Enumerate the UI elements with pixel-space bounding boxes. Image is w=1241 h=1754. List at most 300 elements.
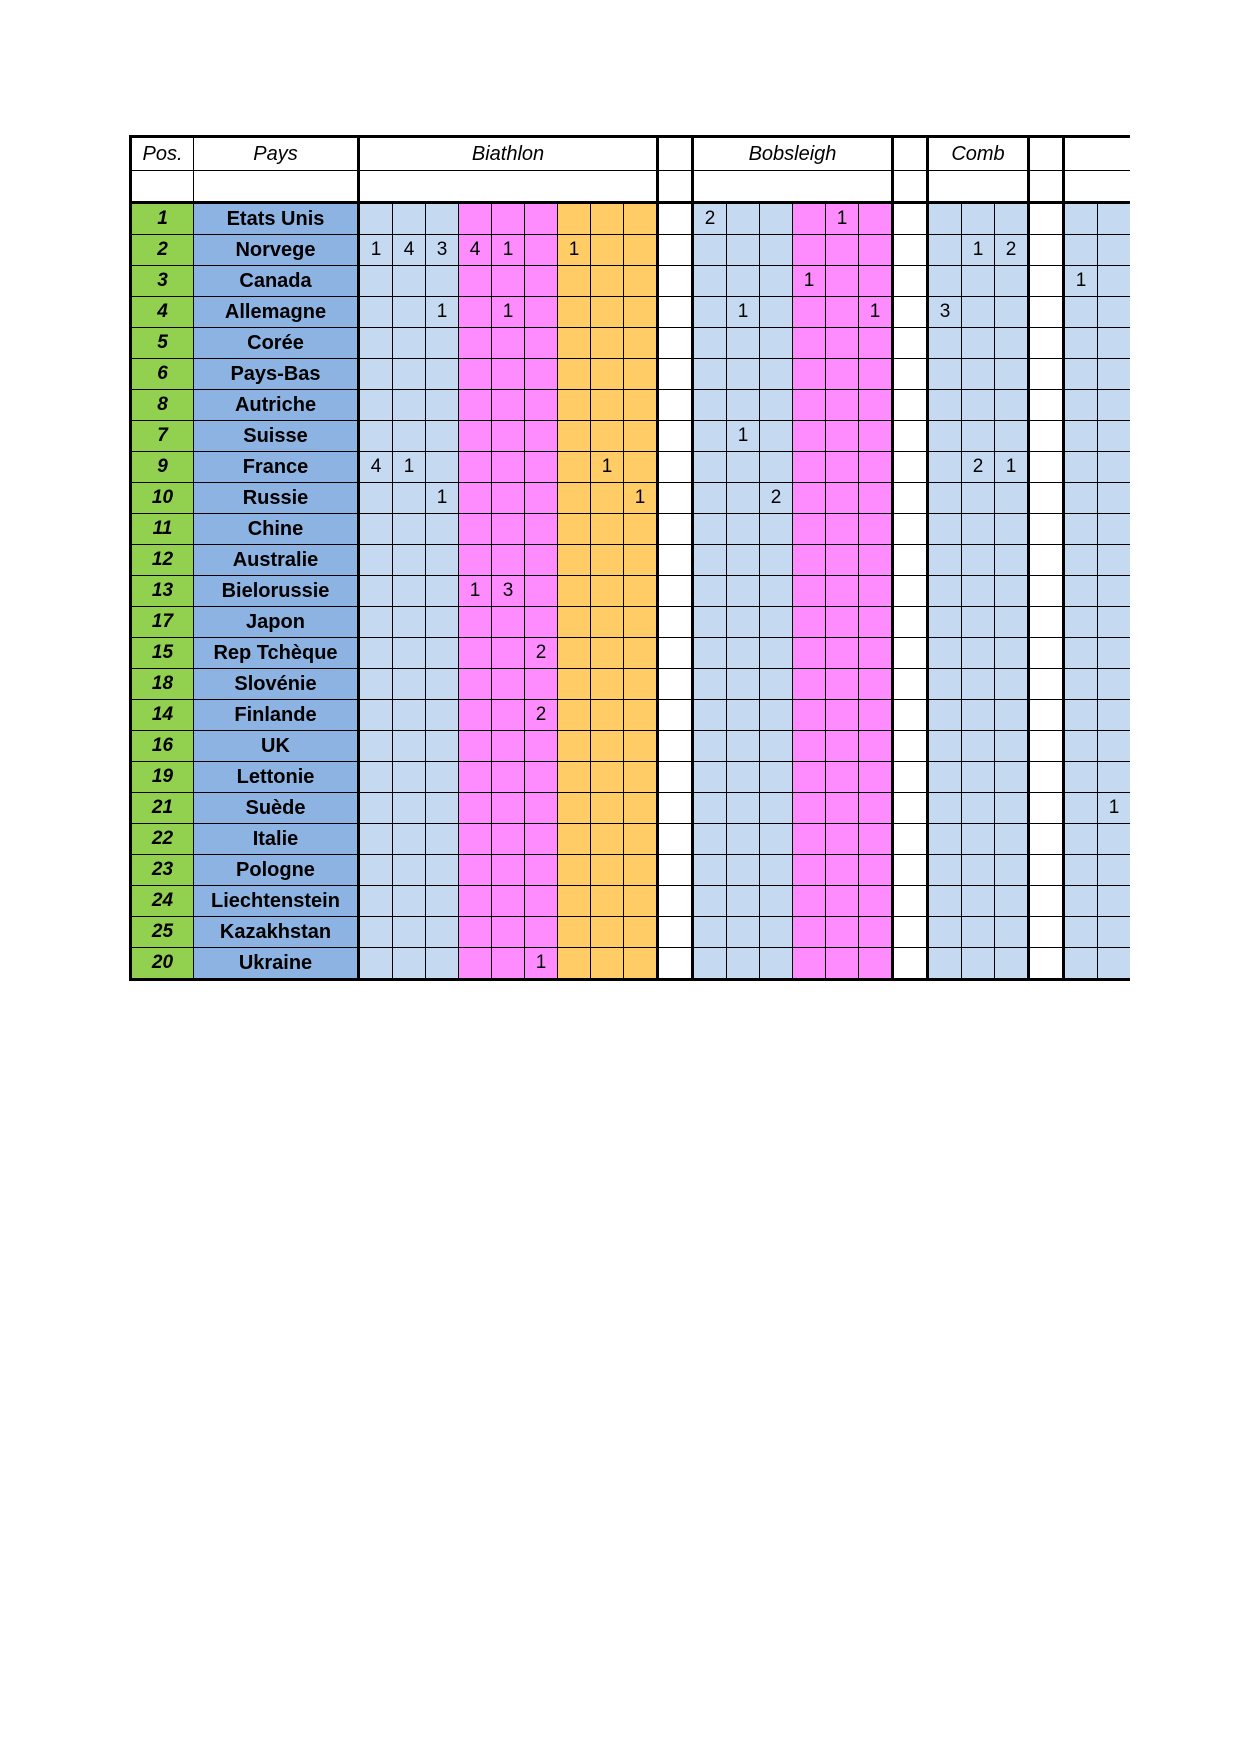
medal-cell[interactable]	[624, 638, 658, 669]
medal-cell[interactable]	[727, 669, 760, 700]
medal-cell[interactable]	[826, 421, 859, 452]
medal-cell[interactable]	[624, 390, 658, 421]
country-cell[interactable]: Japon	[194, 607, 359, 638]
medal-cell[interactable]: 1	[426, 297, 459, 328]
medal-cell[interactable]	[492, 390, 525, 421]
medal-cell[interactable]	[760, 762, 793, 793]
medal-cell[interactable]	[591, 917, 624, 948]
medal-cell[interactable]	[793, 886, 826, 917]
medal-cell[interactable]	[359, 607, 393, 638]
country-cell[interactable]: Autriche	[194, 390, 359, 421]
medal-cell[interactable]	[1098, 266, 1131, 297]
medal-cell[interactable]	[1029, 328, 1064, 359]
medal-cell[interactable]	[826, 669, 859, 700]
medal-cell[interactable]	[826, 917, 859, 948]
medal-cell[interactable]	[426, 203, 459, 235]
position-cell[interactable]: 24	[131, 886, 194, 917]
medal-cell[interactable]	[760, 235, 793, 266]
medal-cell[interactable]	[525, 917, 558, 948]
position-cell[interactable]: 10	[131, 483, 194, 514]
medal-cell[interactable]	[459, 390, 492, 421]
medal-cell[interactable]	[793, 452, 826, 483]
medal-cell[interactable]	[658, 235, 693, 266]
medal-cell[interactable]	[859, 762, 893, 793]
medal-cell[interactable]	[459, 297, 492, 328]
medal-cell[interactable]	[826, 328, 859, 359]
medal-cell[interactable]	[624, 235, 658, 266]
medal-cell[interactable]: 1	[859, 297, 893, 328]
medal-cell[interactable]	[793, 359, 826, 390]
medal-cell[interactable]	[995, 297, 1029, 328]
medal-cell[interactable]	[893, 452, 928, 483]
medal-cell[interactable]	[1029, 390, 1064, 421]
medal-cell[interactable]	[558, 700, 591, 731]
position-cell[interactable]: 25	[131, 917, 194, 948]
medal-cell[interactable]	[760, 266, 793, 297]
medal-cell[interactable]	[995, 514, 1029, 545]
medal-cell[interactable]	[995, 545, 1029, 576]
medal-cell[interactable]	[1029, 359, 1064, 390]
medal-cell[interactable]	[492, 700, 525, 731]
medal-cell[interactable]	[962, 359, 995, 390]
medal-cell[interactable]	[962, 607, 995, 638]
medal-cell[interactable]	[624, 917, 658, 948]
medal-cell[interactable]	[826, 390, 859, 421]
medal-cell[interactable]	[426, 576, 459, 607]
medal-cell[interactable]	[1064, 638, 1098, 669]
position-cell[interactable]: 18	[131, 669, 194, 700]
country-cell[interactable]: Finlande	[194, 700, 359, 731]
medal-cell[interactable]	[558, 855, 591, 886]
medal-cell[interactable]	[859, 452, 893, 483]
medal-cell[interactable]	[928, 886, 962, 917]
medal-cell[interactable]	[1098, 824, 1131, 855]
medal-cell[interactable]	[359, 514, 393, 545]
medal-cell[interactable]	[793, 669, 826, 700]
medal-cell[interactable]	[624, 514, 658, 545]
medal-cell[interactable]	[624, 855, 658, 886]
medal-cell[interactable]	[393, 824, 426, 855]
medal-cell[interactable]	[359, 203, 393, 235]
medal-cell[interactable]	[1098, 203, 1131, 235]
position-cell[interactable]: 3	[131, 266, 194, 297]
medal-cell[interactable]	[760, 700, 793, 731]
medal-cell[interactable]: 1	[624, 483, 658, 514]
medal-cell[interactable]	[1064, 762, 1098, 793]
medal-cell[interactable]	[1098, 328, 1131, 359]
medal-cell[interactable]	[1064, 886, 1098, 917]
medal-cell[interactable]	[893, 855, 928, 886]
medal-cell[interactable]	[426, 638, 459, 669]
medal-cell[interactable]	[893, 545, 928, 576]
country-cell[interactable]: Italie	[194, 824, 359, 855]
country-cell[interactable]: Rep Tchèque	[194, 638, 359, 669]
medal-cell[interactable]	[693, 359, 727, 390]
medal-cell[interactable]: 3	[426, 235, 459, 266]
medal-cell[interactable]	[459, 669, 492, 700]
medal-cell[interactable]	[727, 824, 760, 855]
medal-cell[interactable]	[1098, 948, 1131, 980]
medal-cell[interactable]	[426, 824, 459, 855]
medal-cell[interactable]	[826, 824, 859, 855]
medal-cell[interactable]	[826, 545, 859, 576]
medal-cell[interactable]	[459, 203, 492, 235]
position-cell[interactable]: 17	[131, 607, 194, 638]
medal-cell[interactable]	[393, 576, 426, 607]
medal-cell[interactable]	[826, 297, 859, 328]
medal-cell[interactable]	[1029, 855, 1064, 886]
medal-cell[interactable]	[962, 917, 995, 948]
medal-cell[interactable]	[426, 421, 459, 452]
medal-cell[interactable]	[693, 793, 727, 824]
medal-cell[interactable]	[995, 855, 1029, 886]
medal-cell[interactable]	[793, 917, 826, 948]
position-cell[interactable]: 1	[131, 203, 194, 235]
medal-cell[interactable]	[928, 638, 962, 669]
medal-cell[interactable]	[962, 390, 995, 421]
medal-cell[interactable]	[658, 638, 693, 669]
medal-cell[interactable]	[826, 700, 859, 731]
medal-cell[interactable]	[359, 483, 393, 514]
medal-cell[interactable]: 1	[826, 203, 859, 235]
medal-cell[interactable]	[1029, 545, 1064, 576]
medal-cell[interactable]	[558, 359, 591, 390]
medal-cell[interactable]	[624, 359, 658, 390]
medal-cell[interactable]	[459, 545, 492, 576]
medal-cell[interactable]	[928, 948, 962, 980]
medal-cell[interactable]	[793, 824, 826, 855]
medal-cell[interactable]	[459, 638, 492, 669]
medal-cell[interactable]	[1029, 731, 1064, 762]
medal-cell[interactable]	[727, 855, 760, 886]
medal-cell[interactable]	[525, 669, 558, 700]
medal-cell[interactable]	[492, 793, 525, 824]
medal-cell[interactable]	[591, 390, 624, 421]
medal-cell[interactable]	[727, 638, 760, 669]
medal-cell[interactable]	[492, 948, 525, 980]
medal-cell[interactable]	[962, 731, 995, 762]
medal-cell[interactable]	[793, 793, 826, 824]
medal-cell[interactable]	[558, 948, 591, 980]
medal-cell[interactable]	[459, 762, 492, 793]
medal-cell[interactable]	[1064, 203, 1098, 235]
medal-cell[interactable]	[693, 545, 727, 576]
medal-cell[interactable]	[760, 731, 793, 762]
medal-cell[interactable]	[459, 607, 492, 638]
medal-cell[interactable]	[995, 576, 1029, 607]
medal-cell[interactable]	[760, 390, 793, 421]
medal-cell[interactable]	[393, 948, 426, 980]
medal-cell[interactable]	[658, 359, 693, 390]
medal-cell[interactable]	[995, 731, 1029, 762]
medal-cell[interactable]	[893, 917, 928, 948]
medal-cell[interactable]	[962, 545, 995, 576]
medal-cell[interactable]	[1098, 886, 1131, 917]
country-cell[interactable]: Etats Unis	[194, 203, 359, 235]
medal-cell[interactable]	[558, 297, 591, 328]
medal-cell[interactable]	[693, 483, 727, 514]
medal-cell[interactable]	[1098, 731, 1131, 762]
medal-cell[interactable]	[995, 917, 1029, 948]
medal-cell[interactable]	[928, 359, 962, 390]
medal-cell[interactable]	[492, 669, 525, 700]
medal-cell[interactable]	[893, 824, 928, 855]
medal-cell[interactable]	[492, 359, 525, 390]
medal-cell[interactable]	[693, 731, 727, 762]
medal-cell[interactable]	[426, 669, 459, 700]
position-cell[interactable]: 6	[131, 359, 194, 390]
medal-cell[interactable]	[558, 266, 591, 297]
medal-cell[interactable]	[624, 297, 658, 328]
medal-cell[interactable]	[426, 948, 459, 980]
medal-cell[interactable]	[393, 669, 426, 700]
medal-cell[interactable]	[558, 545, 591, 576]
medal-cell[interactable]	[995, 793, 1029, 824]
medal-cell[interactable]	[658, 855, 693, 886]
medal-cell[interactable]	[826, 948, 859, 980]
medal-cell[interactable]: 2	[693, 203, 727, 235]
medal-cell[interactable]	[426, 514, 459, 545]
medal-cell[interactable]	[727, 700, 760, 731]
position-cell[interactable]: 21	[131, 793, 194, 824]
medal-cell[interactable]	[558, 917, 591, 948]
medal-cell[interactable]	[760, 359, 793, 390]
medal-cell[interactable]	[492, 762, 525, 793]
medal-cell[interactable]	[426, 452, 459, 483]
country-cell[interactable]: Norvege	[194, 235, 359, 266]
medal-cell[interactable]: 1	[459, 576, 492, 607]
medal-cell[interactable]	[693, 948, 727, 980]
medal-cell[interactable]	[658, 824, 693, 855]
medal-cell[interactable]	[624, 948, 658, 980]
medal-cell[interactable]	[962, 576, 995, 607]
medal-cell[interactable]	[658, 483, 693, 514]
medal-cell[interactable]	[426, 607, 459, 638]
medal-cell[interactable]	[893, 638, 928, 669]
medal-cell[interactable]	[793, 203, 826, 235]
medal-cell[interactable]	[359, 266, 393, 297]
medal-cell[interactable]	[995, 359, 1029, 390]
medal-cell[interactable]	[893, 576, 928, 607]
medal-cell[interactable]	[793, 390, 826, 421]
medal-cell[interactable]	[1098, 452, 1131, 483]
medal-cell[interactable]	[1098, 855, 1131, 886]
medal-cell[interactable]	[928, 390, 962, 421]
medal-cell[interactable]	[591, 203, 624, 235]
medal-cell[interactable]	[760, 669, 793, 700]
position-cell[interactable]: 9	[131, 452, 194, 483]
medal-cell[interactable]	[624, 700, 658, 731]
medal-cell[interactable]	[928, 203, 962, 235]
medal-cell[interactable]	[826, 855, 859, 886]
medal-cell[interactable]	[558, 762, 591, 793]
medal-cell[interactable]	[624, 421, 658, 452]
medal-cell[interactable]	[525, 421, 558, 452]
medal-cell[interactable]	[426, 917, 459, 948]
medal-cell[interactable]	[393, 855, 426, 886]
position-cell[interactable]: 4	[131, 297, 194, 328]
medal-cell[interactable]	[1098, 297, 1131, 328]
medal-cell[interactable]	[558, 203, 591, 235]
medal-cell[interactable]	[591, 235, 624, 266]
medal-cell[interactable]	[1029, 235, 1064, 266]
medal-cell[interactable]	[1064, 855, 1098, 886]
country-cell[interactable]: Suisse	[194, 421, 359, 452]
medal-cell[interactable]	[525, 855, 558, 886]
medal-cell[interactable]	[393, 266, 426, 297]
medal-cell[interactable]	[1098, 483, 1131, 514]
medal-cell[interactable]: 1	[426, 483, 459, 514]
medal-cell[interactable]	[928, 793, 962, 824]
medal-cell[interactable]	[525, 235, 558, 266]
medal-cell[interactable]	[591, 638, 624, 669]
medal-cell[interactable]	[793, 514, 826, 545]
medal-cell[interactable]	[793, 545, 826, 576]
medal-cell[interactable]	[962, 421, 995, 452]
medal-cell[interactable]	[1098, 235, 1131, 266]
medal-cell[interactable]	[525, 607, 558, 638]
medal-cell[interactable]	[459, 483, 492, 514]
medal-cell[interactable]	[693, 700, 727, 731]
medal-cell[interactable]	[859, 948, 893, 980]
medal-cell[interactable]	[624, 731, 658, 762]
medal-cell[interactable]	[1029, 948, 1064, 980]
medal-cell[interactable]	[893, 514, 928, 545]
medal-cell[interactable]	[525, 203, 558, 235]
medal-cell[interactable]	[658, 297, 693, 328]
medal-cell[interactable]: 2	[995, 235, 1029, 266]
medal-cell[interactable]	[859, 266, 893, 297]
medal-cell[interactable]	[591, 824, 624, 855]
medal-cell[interactable]: 2	[962, 452, 995, 483]
medal-cell[interactable]	[995, 762, 1029, 793]
medal-cell[interactable]	[359, 545, 393, 576]
medal-cell[interactable]	[962, 824, 995, 855]
medal-cell[interactable]	[525, 483, 558, 514]
position-cell[interactable]: 19	[131, 762, 194, 793]
medal-cell[interactable]	[426, 762, 459, 793]
medal-cell[interactable]	[1098, 576, 1131, 607]
medal-cell[interactable]	[962, 203, 995, 235]
medal-cell[interactable]	[658, 948, 693, 980]
medal-cell[interactable]	[826, 793, 859, 824]
medal-cell[interactable]	[859, 421, 893, 452]
medal-cell[interactable]	[1064, 545, 1098, 576]
medal-cell[interactable]	[459, 948, 492, 980]
medal-cell[interactable]	[658, 886, 693, 917]
medal-cell[interactable]	[658, 514, 693, 545]
medal-cell[interactable]	[760, 545, 793, 576]
medal-cell[interactable]: 4	[359, 452, 393, 483]
medal-cell[interactable]	[1064, 483, 1098, 514]
medal-cell[interactable]	[995, 948, 1029, 980]
medal-cell[interactable]	[393, 638, 426, 669]
medal-cell[interactable]	[558, 452, 591, 483]
medal-cell[interactable]	[859, 607, 893, 638]
medal-cell[interactable]	[826, 266, 859, 297]
medal-cell[interactable]	[459, 731, 492, 762]
medal-cell[interactable]	[760, 638, 793, 669]
medal-cell[interactable]	[459, 514, 492, 545]
medal-cell[interactable]	[793, 235, 826, 266]
medal-cell[interactable]	[525, 886, 558, 917]
medal-cell[interactable]: 1	[591, 452, 624, 483]
medal-cell[interactable]	[658, 576, 693, 607]
medal-cell[interactable]	[658, 669, 693, 700]
medal-cell[interactable]	[727, 762, 760, 793]
position-cell[interactable]: 2	[131, 235, 194, 266]
medal-cell[interactable]	[624, 607, 658, 638]
medal-cell[interactable]	[928, 731, 962, 762]
medal-cell[interactable]	[826, 638, 859, 669]
medal-cell[interactable]	[727, 483, 760, 514]
medal-cell[interactable]	[893, 886, 928, 917]
medal-cell[interactable]: 3	[928, 297, 962, 328]
medal-cell[interactable]: 3	[492, 576, 525, 607]
medal-cell[interactable]	[525, 452, 558, 483]
medal-cell[interactable]	[893, 203, 928, 235]
medal-cell[interactable]	[1098, 638, 1131, 669]
medal-cell[interactable]	[658, 545, 693, 576]
medal-cell[interactable]	[826, 607, 859, 638]
country-cell[interactable]: Pologne	[194, 855, 359, 886]
medal-cell[interactable]	[492, 607, 525, 638]
medal-cell[interactable]	[859, 483, 893, 514]
medal-cell[interactable]	[1029, 762, 1064, 793]
medal-cell[interactable]	[359, 297, 393, 328]
medal-cell[interactable]: 4	[393, 235, 426, 266]
medal-cell[interactable]	[760, 421, 793, 452]
medal-cell[interactable]	[928, 266, 962, 297]
medal-cell[interactable]	[693, 452, 727, 483]
medal-cell[interactable]	[995, 607, 1029, 638]
medal-cell[interactable]	[525, 514, 558, 545]
medal-cell[interactable]	[658, 390, 693, 421]
country-cell[interactable]: Pays-Bas	[194, 359, 359, 390]
position-cell[interactable]: 7	[131, 421, 194, 452]
medal-cell[interactable]	[893, 700, 928, 731]
medal-cell[interactable]	[793, 483, 826, 514]
medal-cell[interactable]	[359, 359, 393, 390]
medal-cell[interactable]	[426, 359, 459, 390]
medal-cell[interactable]	[859, 793, 893, 824]
medal-cell[interactable]	[727, 452, 760, 483]
medal-cell[interactable]	[1029, 669, 1064, 700]
medal-cell[interactable]	[1098, 669, 1131, 700]
medal-cell[interactable]	[359, 762, 393, 793]
medal-cell[interactable]	[658, 607, 693, 638]
position-cell[interactable]: 11	[131, 514, 194, 545]
medal-cell[interactable]	[962, 793, 995, 824]
medal-cell[interactable]	[1064, 669, 1098, 700]
medal-cell[interactable]	[393, 545, 426, 576]
medal-cell[interactable]	[591, 576, 624, 607]
medal-cell[interactable]	[558, 793, 591, 824]
medal-cell[interactable]	[359, 421, 393, 452]
medal-cell[interactable]	[1098, 700, 1131, 731]
medal-cell[interactable]	[793, 948, 826, 980]
medal-cell[interactable]	[591, 669, 624, 700]
medal-cell[interactable]	[393, 421, 426, 452]
medal-cell[interactable]	[793, 297, 826, 328]
medal-cell[interactable]	[1064, 390, 1098, 421]
medal-cell[interactable]: 1	[359, 235, 393, 266]
medal-cell[interactable]	[793, 328, 826, 359]
medal-cell[interactable]	[995, 421, 1029, 452]
country-cell[interactable]: Kazakhstan	[194, 917, 359, 948]
medal-cell[interactable]	[1029, 297, 1064, 328]
medal-cell[interactable]	[995, 638, 1029, 669]
